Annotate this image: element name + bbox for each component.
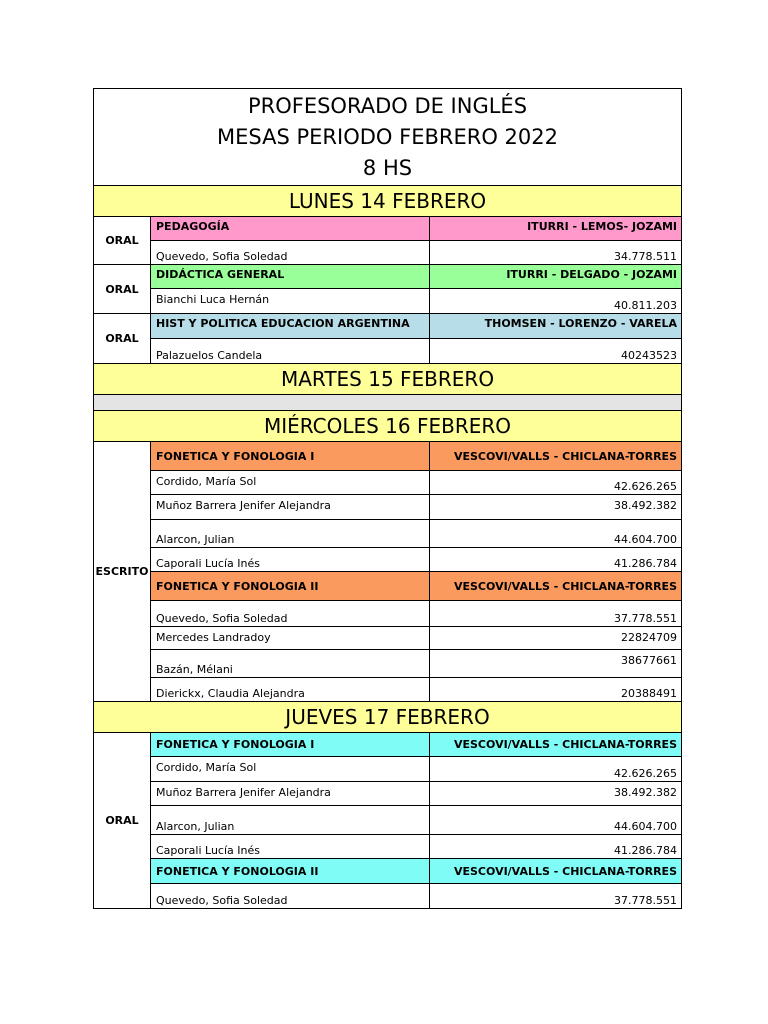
student-dni: 41.286.784 [430, 548, 682, 572]
student-row [94, 884, 682, 909]
day-header-row [94, 702, 682, 733]
day-header-row [94, 411, 682, 442]
student-name: Alarcon, Julian [151, 520, 430, 548]
schedule-table [93, 88, 682, 909]
student-name: Muñoz Barrera Jenifer Alejandra [151, 782, 430, 806]
day-header-miercoles: MIÉRCOLES 16 FEBRERO [94, 411, 682, 442]
student-name: Quevedo, Sofia Soledad [151, 884, 430, 909]
tribunal-cell: VESCOVI/VALLS - CHICLANA-TORRES [430, 733, 682, 757]
student-row [94, 835, 682, 859]
student-name: Cordido, María Sol [151, 471, 430, 495]
student-row [94, 548, 682, 572]
student-row [94, 782, 682, 806]
day-header-lunes: LUNES 14 FEBRERO [94, 186, 682, 217]
student-row [94, 678, 682, 702]
day-header-martes: MARTES 15 FEBRERO [94, 364, 682, 395]
student-dni: 41.286.784 [430, 835, 682, 859]
tribunal-cell: VESCOVI/VALLS - CHICLANA-TORRES [430, 572, 682, 601]
student-dni: 37.778.551 [430, 601, 682, 627]
student-row [94, 757, 682, 782]
student-row [94, 806, 682, 835]
student-dni: 38.492.382 [430, 495, 682, 520]
day-header-jueves: JUEVES 17 FEBRERO [94, 702, 682, 733]
subject-cell: FONETICA Y FONOLOGIA I [151, 733, 430, 757]
subject-cell: FONETICA Y FONOLOGIA I [151, 442, 430, 471]
tribunal-cell: ITURRI - LEMOS- JOZAMI [430, 217, 682, 241]
student-dni: 37.778.551 [430, 884, 682, 909]
empty-day-separator [94, 395, 682, 411]
student-name: Cordido, María Sol [151, 757, 430, 782]
subject-row [94, 859, 682, 884]
subject-row [94, 733, 682, 757]
subject-cell: FONETICA Y FONOLOGIA II [151, 572, 430, 601]
subject-row [94, 265, 682, 289]
student-dni: 44.604.700 [430, 806, 682, 835]
student-dni: 40.811.203 [430, 289, 682, 314]
student-name: Dierickx, Claudia Alejandra [151, 678, 430, 702]
student-name: Mercedes Landradoy [151, 627, 430, 650]
exam-schedule-sheet [93, 88, 681, 909]
tribunal-cell: VESCOVI/VALLS - CHICLANA-TORRES [430, 859, 682, 884]
modality-cell: ORAL [94, 733, 151, 909]
modality-cell: ESCRITO [94, 442, 151, 702]
student-name: Muñoz Barrera Jenifer Alejandra [151, 495, 430, 520]
student-row [94, 471, 682, 495]
modality-cell: ORAL [94, 217, 151, 265]
student-name: Bazán, Mélani [151, 650, 430, 678]
document-title [94, 89, 682, 186]
student-name: Quevedo, Sofia Soledad [151, 601, 430, 627]
title-line-3: 8 HS [362, 155, 413, 180]
tribunal-cell: VESCOVI/VALLS - CHICLANA-TORRES [430, 442, 682, 471]
student-row [94, 627, 682, 650]
student-dni: 44.604.700 [430, 520, 682, 548]
student-name: Caporali Lucía Inés [151, 548, 430, 572]
modality-cell: ORAL [94, 314, 151, 364]
tribunal-cell: THOMSEN - LORENZO - VARELA [430, 314, 682, 339]
subject-row [94, 314, 682, 339]
student-row [94, 520, 682, 548]
subject-cell: FONETICA Y FONOLOGIA II [151, 859, 430, 884]
student-dni: 20388491 [430, 678, 682, 702]
student-name: Bianchi Luca Hernán [151, 289, 430, 314]
student-dni: 42.626.265 [430, 757, 682, 782]
empty-row [94, 395, 682, 411]
subject-cell: DIDÁCTICA GENERAL [151, 265, 430, 289]
student-dni: 22824709 [430, 627, 682, 650]
student-dni: 42.626.265 [430, 471, 682, 495]
title-line-1: PROFESORADO DE INGLÉS [247, 93, 528, 118]
student-name: Alarcon, Julian [151, 806, 430, 835]
student-row [94, 601, 682, 627]
title-line-2: MESAS PERIODO FEBRERO 2022 [217, 124, 558, 149]
day-header-row [94, 186, 682, 217]
subject-row [94, 217, 682, 241]
student-name: Palazuelos Candela [151, 339, 430, 364]
student-dni: 34.778.511 [430, 241, 682, 265]
student-dni: 38.492.382 [430, 782, 682, 806]
student-row [94, 289, 682, 314]
modality-cell: ORAL [94, 265, 151, 314]
subject-cell: PEDAGOGÍA [151, 217, 430, 241]
student-dni: 40243523 [430, 339, 682, 364]
subject-cell: HIST Y POLITICA EDUCACION ARGENTINA [151, 314, 430, 339]
student-row [94, 495, 682, 520]
student-name: Quevedo, Sofia Soledad [151, 241, 430, 265]
student-name: Caporali Lucía Inés [151, 835, 430, 859]
student-row [94, 339, 682, 364]
tribunal-cell: ITURRI - DELGADO - JOZAMI [430, 265, 682, 289]
student-row [94, 650, 682, 678]
student-dni: 38677661 [430, 650, 682, 678]
subject-row [94, 442, 682, 471]
title-row [94, 89, 682, 186]
student-row [94, 241, 682, 265]
subject-row [94, 572, 682, 601]
day-header-row [94, 364, 682, 395]
